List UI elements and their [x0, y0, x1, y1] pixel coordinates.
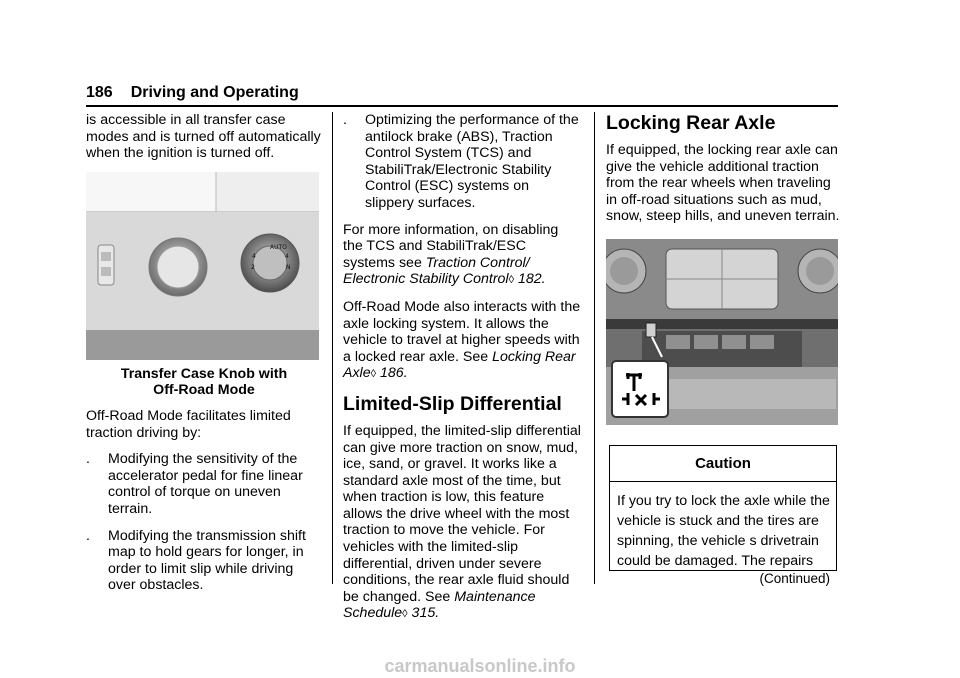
tcs-paragraph [343, 222, 581, 289]
bullet-item [86, 451, 322, 517]
column-3 [606, 112, 840, 425]
page-ref-186[interactable]: 186. [376, 365, 408, 382]
page-ref-icon: ◊ [370, 368, 377, 381]
page-number: 186 [86, 84, 113, 101]
svg-text:2: 2 [251, 263, 255, 271]
traction-control-link[interactable]: Traction Control/ Electronic Stability Control [343, 254, 530, 288]
svg-text:N: N [286, 263, 291, 271]
off-road-paragraph: Off-Road Mode facilitates limited traction driving by: [86, 407, 291, 441]
caption-line-2: Off-Road Mode [153, 382, 255, 399]
para-text: Off-Road Mode also interacts with the axle locking system. It allows the vehicle to travel at higher speeds with a locked rear axle. See [343, 298, 581, 365]
limited-slip-heading: Limited-Slip Differential [343, 392, 562, 415]
caution-title: Caution [610, 446, 836, 482]
bullet-marker: . [343, 112, 347, 128]
svg-text:4: 4 [285, 252, 289, 260]
page-header [86, 84, 299, 102]
bullet-marker: . [86, 451, 90, 468]
page-ref-icon: ◊ [402, 608, 408, 621]
axle-paragraph [343, 299, 581, 383]
column-1 [86, 112, 322, 604]
continued-label: (Continued) [759, 571, 830, 586]
column-divider [332, 112, 333, 584]
page-ref-182[interactable]: 182. [514, 271, 546, 288]
bullet-text: Optimizing the performance of the antilock brake (ABS), Traction Control System (TCS) and StabiliTrak/Electronic Stability Control (ESC) systems on slippery surfaces. [365, 112, 579, 211]
page-ref-315[interactable]: 315. [407, 605, 440, 622]
bullet-marker: . [86, 527, 90, 544]
locking-rear-axle-link[interactable]: Locking Rear Axle [343, 348, 576, 382]
intro-paragraph: is accessible in all transfer case modes and is turned off automatically when the ignition is turned off. [86, 112, 321, 162]
header-rule [86, 105, 838, 107]
bullet-item [343, 112, 581, 212]
maintenance-schedule-link[interactable]: Maintenance Schedule [343, 588, 536, 622]
svg-text:4: 4 [252, 252, 256, 260]
section-title: Driving and Operating [130, 84, 299, 101]
limited-slip-paragraph [343, 423, 581, 623]
bullet-text: Modifying the transmission shift map to hold gears for longer, in order to limit slip while driving over obstacles. [108, 527, 306, 594]
caution-text: If you try to lock the axle while the vehicle is stuck and the tires are spinning, the vehicle s drivetrain could be damaged. The repairs [617, 493, 830, 569]
svg-text:AUTO: AUTO [270, 243, 287, 251]
locking-axle-paragraph: If equipped, the locking rear axle can give the vehicle additional traction from the rear wheels when traveling in off-road situations such as mud, snow, steep hills, and uneven terrain. [606, 142, 840, 225]
para-text: If equipped, the limited-slip differential can give more traction on snow, mud, ice, sand, or gravel. It works like a standard axle most of the time, but when traction is low, this feature allows the drive wheel with the most traction to move the vehicle. For vehicles with the limited-slip differential, driven under severe conditions, the rear axle fluid should be changed. See [343, 422, 581, 605]
bullet-item [86, 528, 322, 594]
transfer-case-knob-photo [86, 172, 319, 360]
column-divider [594, 112, 595, 584]
caution-box [609, 445, 837, 586]
bullet-text: Modifying the sensitivity of the accelerator pedal for fine linear control of torque on uneven terrain. [108, 451, 303, 517]
watermark: carmanualsonline.info [384, 656, 576, 676]
column-2 [343, 112, 581, 633]
locking-axle-switch-photo [606, 239, 838, 425]
para-text: For more information, on disabling the TCS and StabiliTrak/ESC systems see [343, 221, 559, 271]
locking-rear-axle-heading: Locking Rear Axle [606, 112, 776, 134]
page-ref-icon: ◊ [508, 274, 515, 287]
caption-line-1: Transfer Case Knob with [120, 365, 288, 382]
figure-caption [86, 366, 322, 399]
